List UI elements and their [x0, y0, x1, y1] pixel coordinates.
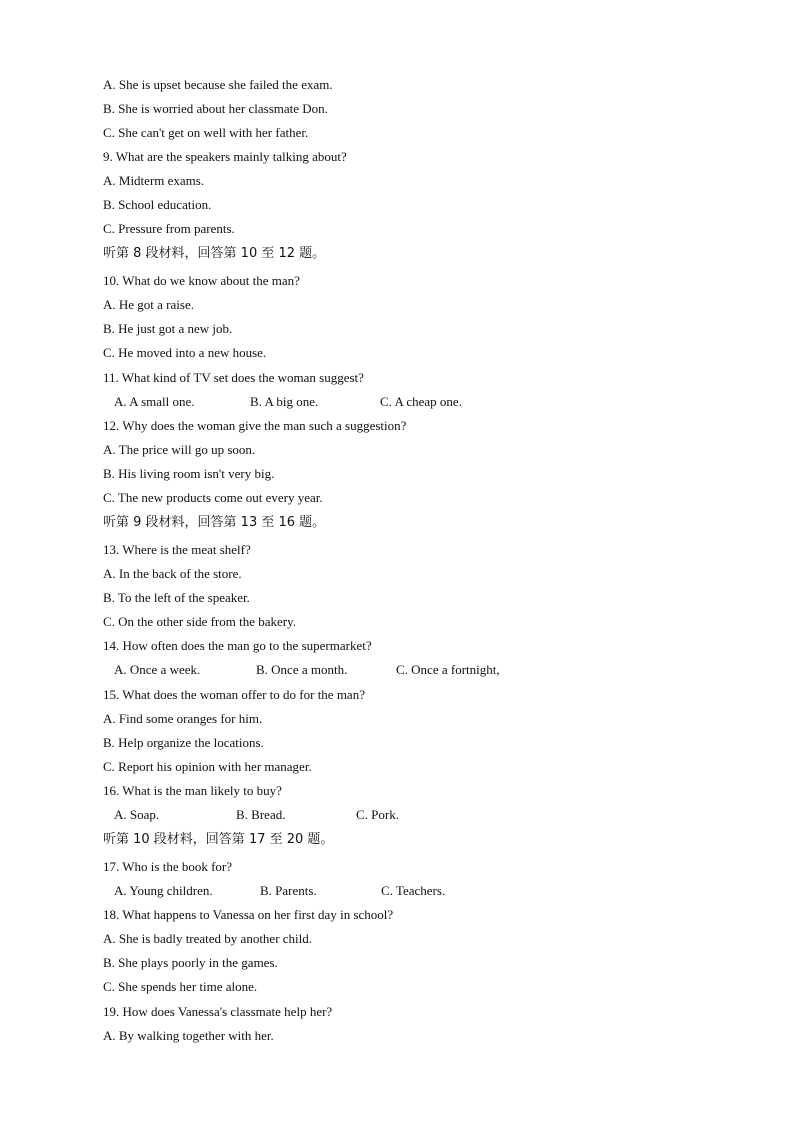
q17-option-b: B. Parents. [260, 883, 317, 898]
q12-option-a: A. The price will go up soon. [103, 442, 256, 457]
q8-option-c: C. She can't get on well with her father. [103, 125, 309, 140]
q19-option-a: A. By walking together with her. [103, 1028, 274, 1043]
q9-option-c: C. Pressure from parents. [103, 221, 235, 236]
q10-question: 10. What do we know about the man? [103, 273, 300, 288]
q13-question: 13. Where is the meat shelf? [103, 542, 251, 557]
q18-option-a: A. She is badly treated by another child. [103, 931, 313, 946]
q15-option-b: B. Help organize the locations. [103, 735, 264, 750]
q9-question: 9. What are the speakers mainly talking about? [103, 149, 347, 164]
q15-option-c: C. Report his opinion with her manager. [103, 759, 312, 774]
q14-option-a: A. Once a week. [114, 662, 201, 677]
section-9-heading: 听第 9 段材料，回答第 13 至 16 题。 [103, 515, 326, 530]
q18-option-c: C. She spends her time alone. [103, 979, 258, 994]
q12-option-b: B. His living room isn't very big. [103, 466, 275, 481]
q9-option-a: A. Midterm exams. [103, 173, 205, 188]
q11-option-a: A. A small one. [114, 394, 195, 409]
q11-option-b: B. A big one. [250, 394, 319, 409]
section-8-heading: 听第 8 段材料，回答第 10 至 12 题。 [103, 246, 326, 261]
q12-option-c: C. The new products come out every year. [103, 490, 323, 505]
q17-options [0, 883, 794, 899]
q15-option-a: A. Find some oranges for him. [103, 711, 263, 726]
q10-option-a: A. He got a raise. [103, 297, 194, 312]
q11-option-c: C. A cheap one. [380, 394, 462, 409]
section-10-heading: 听第 10 段材料，回答第 17 至 20 题。 [103, 832, 334, 847]
q10-option-c: C. He moved into a new house. [103, 345, 267, 360]
q16-options [0, 807, 794, 823]
q17-option-a: A. Young children. [114, 883, 213, 898]
q13-option-b: B. To the left of the speaker. [103, 590, 250, 605]
q8-option-b: B. She is worried about her classmate Don. [103, 101, 328, 116]
q13-option-c: C. On the other side from the bakery. [103, 614, 297, 629]
q17-question: 17. Who is the book for? [103, 859, 233, 874]
q18-question: 18. What happens to Vanessa on her first day in school? [103, 907, 394, 922]
q14-options [0, 662, 794, 678]
q13-option-a: A. In the back of the store. [103, 566, 242, 581]
q11-question: 11. What kind of TV set does the woman suggest? [103, 370, 364, 385]
q14-option-c: C. Once a fortnight, [396, 662, 500, 677]
q16-question: 16. What is the man likely to buy? [103, 783, 282, 798]
q16-option-a: A. Soap. [114, 807, 160, 822]
q10-option-b: B. He just got a new job. [103, 321, 233, 336]
q8-option-a: A. She is upset because she failed the exam. [103, 77, 333, 92]
q12-question: 12. Why does the woman give the man such a suggestion? [103, 418, 407, 433]
q9-option-b: B. School education. [103, 197, 212, 212]
q16-option-b: B. Bread. [236, 807, 286, 822]
q14-question: 14. How often does the man go to the supermarket? [103, 638, 372, 653]
q15-question: 15. What does the woman offer to do for the man? [103, 687, 365, 702]
q17-option-c: C. Teachers. [381, 883, 446, 898]
q19-question: 19. How does Vanessa's classmate help her? [103, 1004, 333, 1019]
q18-option-b: B. She plays poorly in the games. [103, 955, 278, 970]
q11-options [0, 394, 794, 410]
q14-option-b: B. Once a month. [256, 662, 348, 677]
q16-option-c: C. Pork. [356, 807, 399, 822]
